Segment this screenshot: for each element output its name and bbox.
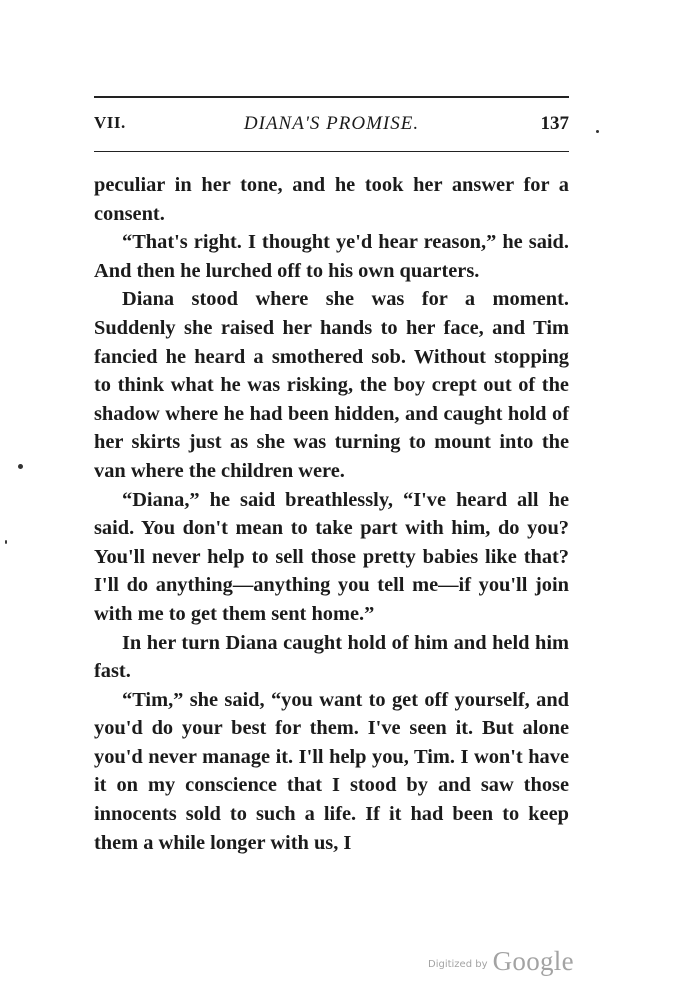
running-header: [94, 113, 569, 141]
paragraph: Diana stood where she was for a moment. Suddenly she raised her hands to her face, and Tim fancied he heard a smothered sob. Without stopping to think what he was risking, the boy crept out of the shadow where he had been hidden, and caught hold of her skirts just as she was turning to mount into the van where the children were.: [94, 288, 569, 482]
margin-speck: [18, 464, 23, 469]
margin-speck: [5, 540, 7, 544]
header-rule-bottom: [94, 151, 569, 152]
header-rule-top: [94, 96, 569, 98]
page-body: [94, 171, 569, 857]
page-number: 137: [540, 113, 569, 134]
google-wordmark: Google: [492, 946, 574, 976]
paragraph: “That's right. I thought ye'd hear reason,” he said. And then he lurched off to his own quarters.: [94, 231, 569, 282]
running-title: DIANA'S PROMISE.: [243, 113, 420, 134]
paragraph: peculiar in her tone, and he took her answer for a consent.: [94, 174, 569, 225]
chapter-number: VII.: [94, 113, 126, 132]
margin-speck: [596, 130, 599, 133]
digitized-by-google-watermark: [428, 946, 574, 977]
paragraph: “Tim,” she said, “you want to get off yourself, and you'd do your best for them. I've seen it. But alone you'd never manage it. I'll help you, Tim. I won't have it on my conscience that I stood by and saw those innocents sold to such a life. If it had been to keep them a while longer with us, I: [94, 688, 569, 854]
paragraph: “Diana,” he said breathlessly, “I've heard all he said. You don't mean to take part with him, do you? You'll never help to sell those pretty babies like that? I'll do anything—anything you tell me—if you'll join with me to get them sent home.”: [94, 488, 569, 625]
paragraph: In her turn Diana caught hold of him and held him fast.: [94, 631, 569, 683]
digitized-label: Digitized by: [428, 959, 488, 970]
